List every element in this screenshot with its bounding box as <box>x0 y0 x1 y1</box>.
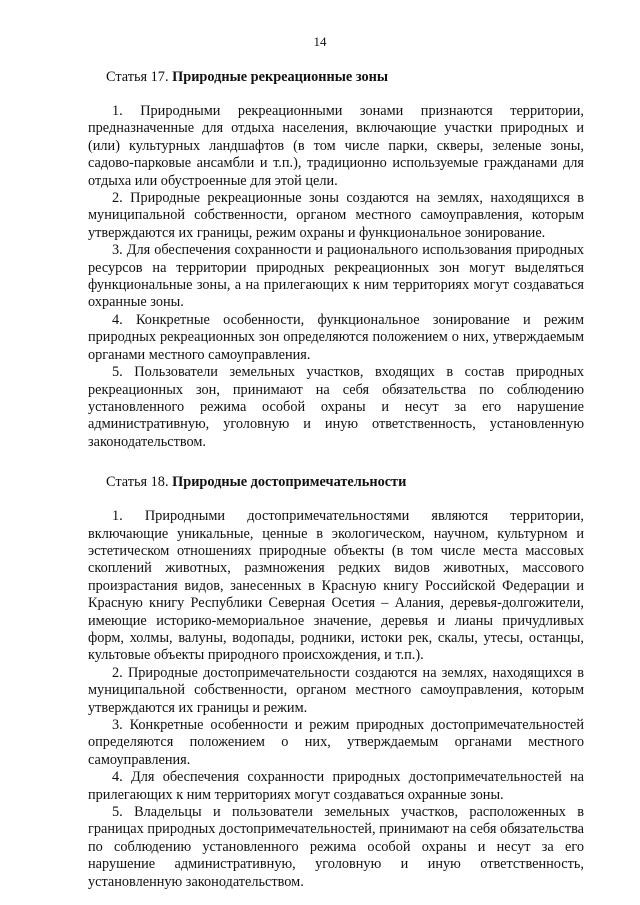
article-17-paragraph-3: 3. Для обеспечения сохранности и рационального использования природных ресурсов на территории природных рекреационных зон могут выделяться функциональные зоны, а на прилегающих к ним территориях могут создаваться охранные зоны. <box>88 242 584 311</box>
article-17-paragraph-1: 1. Природными рекреационными зонами признаются территории, предназначенные для отдыха населения, включающие участки природных и (или) культурных ландшафтов (в том числе парки, скверы, зеленые зоны, садово-парковые ансамбли и т.п.), традиционно используемые гражданами для отдыха или обустроенные для этой цели. <box>88 103 584 189</box>
article-18-paragraph-4: 4. Для обеспечения сохранности природных достопримечательностей на прилегающих к ним территориях могут создаваться охранные зоны. <box>88 769 584 803</box>
article-18-paragraph-3: 3. Конкретные особенности и режим природных достопримечательностей определяются положением о них, утверждаемым органами местного самоуправления. <box>88 717 584 768</box>
page-number: 14 <box>313 34 327 49</box>
article-18-title: Природные достопримечательности <box>172 474 407 491</box>
document-body <box>88 62 584 891</box>
article-18 <box>88 473 584 891</box>
article-17-title: Природные рекреационные зоны <box>172 69 389 85</box>
article-17 <box>88 68 584 451</box>
article-17-paragraph-2: 2. Природные рекреационные зоны создаются на землях, находящихся в муниципальной собственности, органом местного самоуправления, которым утверждаются их границы, режим охраны и функциональное зонирование. <box>88 190 584 241</box>
article-17-heading <box>88 68 584 86</box>
article-18-label: Статья 18. <box>106 474 169 491</box>
article-18-paragraph-1: 1. Природными достопримечательностями являются территории, включающие уникальные, ценные в экологическом, научном, культурном и эстетическом отношениях природные объекты (в том числе места массовых скоплений животных, размножения редких видов животных, массового произрастания видов, занесенных в Красную книгу Российской Федерации и Красную книгу Республики Северная Осетия – Алания, деревья-долгожители, имеющие историко-мемориальное значение, деревья и лианы причудливых форм, холмы, валуны, водопады, родники, истоки рек, скалы, утесы, останцы, культовые объекты природного происхождения, и т.п.). <box>88 508 584 664</box>
article-18-heading <box>88 473 584 491</box>
article-17-paragraph-4: 4. Конкретные особенности, функциональное зонирование и режим природных рекреационных зон определяются положением о них, утверждаемым органами местного самоуправления. <box>88 311 584 363</box>
article-18-paragraph-2: 2. Природные достопримечательности создаются на землях, находящихся в муниципальной собственности, органом местного самоуправления, которым утверждаются их границы и режим. <box>88 664 584 716</box>
article-17-paragraph-5: 5. Пользователи земельных участков, входящих в состав природных рекреационных зон, принимают на себя обязательства по соблюдению установленного режима особой охраны и несут за его нарушение административную, уголовную и иную ответственность, установленную законодательством. <box>88 364 584 450</box>
article-18-paragraph-5: 5. Владельцы и пользователи земельных участков, расположенных в границах природных достопримечательностей, принимают на себя обязательства по соблюдению установленного режима особой охраны и несут за его нарушение административную, уголовную и иную ответственность, установленную законодательством. <box>88 804 584 890</box>
article-17-label: Статья 17. <box>106 69 169 85</box>
